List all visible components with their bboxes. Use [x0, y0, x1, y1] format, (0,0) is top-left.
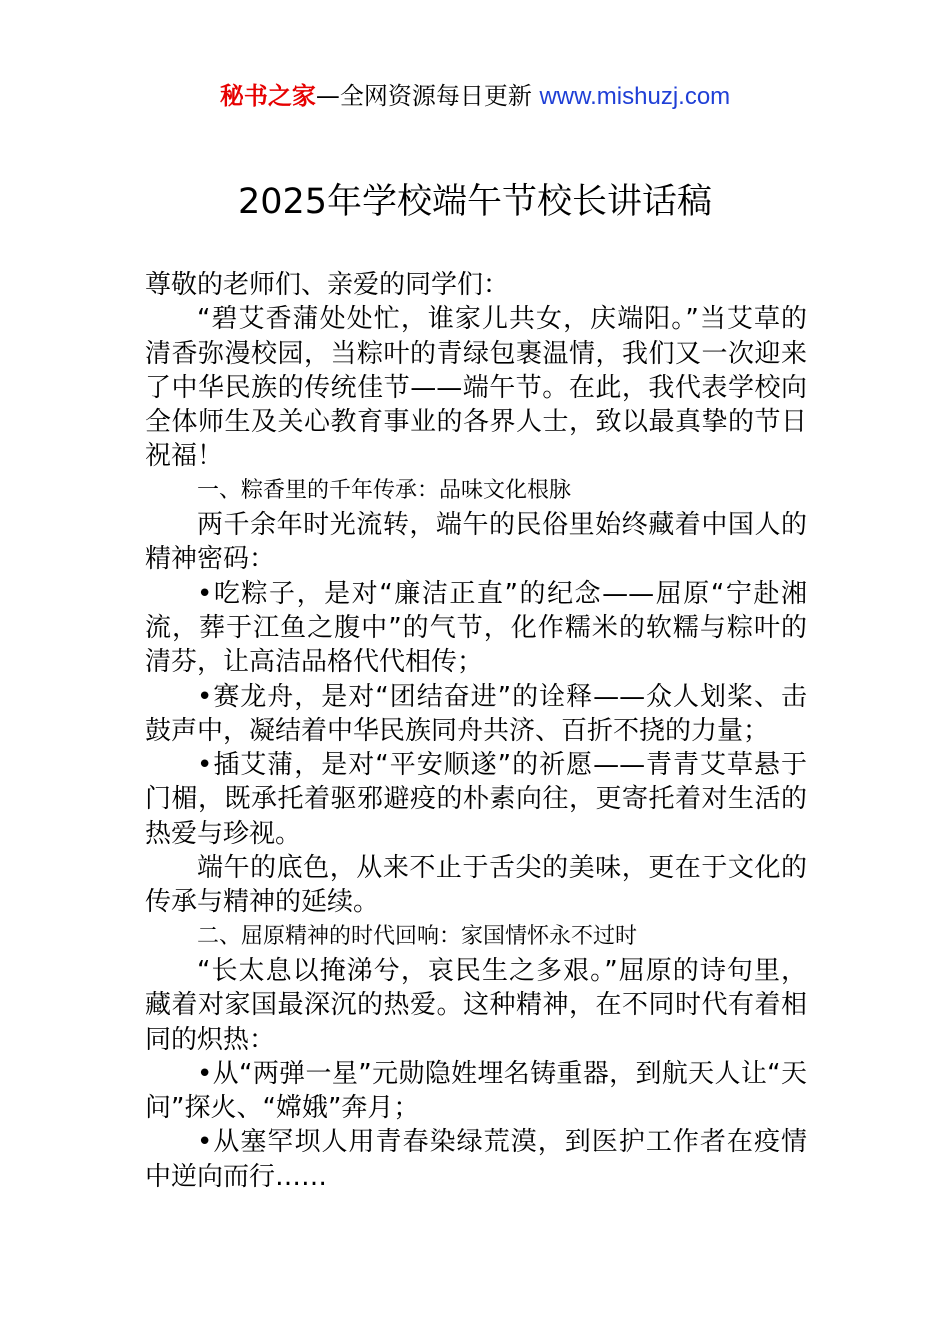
- section-heading-1: 一、粽香里的千年传承：品味文化根脉: [197, 477, 572, 503]
- bullet-item: •从“两弹一星”元勋隐姓埋名铸重器，到航天人让“天问”探火、“嫦娥”奔月；: [145, 1058, 807, 1124]
- bullet-item: •赛龙舟，是对“团结奋进”的诠释——众人划桨、击鼓声中，凝结着中华民族同舟共济、百折不挠的力量；: [145, 681, 807, 746]
- bullet-item: •插艾蒲，是对“平安顺遂”的祈愿——青青艾草悬于门楣，既承托着驱邪避疫的朴素向往，更寄托着对生活的热爱与珍视。: [145, 750, 807, 849]
- site-header: [0, 80, 950, 113]
- paragraph: “长太息以掩涕兮，哀民生之多艰。”屈原的诗句里，藏着对家国最深沉的热爱。这种精神，在不同时代有着相同的炽热：: [145, 955, 807, 1055]
- section-heading-2: 二、屈原精神的时代回响：家国情怀永不过时: [197, 923, 638, 949]
- document-body: [145, 268, 807, 1194]
- paragraph: 两千余年时光流转，端午的民俗里始终藏着中国人的精神密码：: [145, 510, 807, 575]
- header-tagline: —全网资源每日更新: [315, 82, 540, 110]
- brand-name: 秘书之家: [219, 82, 316, 110]
- bullet-item: •吃粽子，是对“廉洁正直”的纪念——屈原“宁赴湘流，葬于江鱼之腹中”的气节，化作糯米的软糯与粽叶的清芬，让高洁品格代代相传；: [145, 578, 807, 678]
- salutation: 尊敬的老师们、亲爱的同学们：: [145, 270, 510, 300]
- document-title: 2025年学校端午节校长讲话稿: [237, 182, 713, 222]
- paragraph-intro: “碧艾香蒲处处忙，谁家儿共女，庆端阳。”当艾草的清香弥漫校园，当粽叶的青绿包裹温情，我们又一次迎来了中华民族的传统佳节——端午节。在此，我代表学校向全体师生及关心教育事业的各界人士，致以最真挚的节日祝福！: [145, 304, 807, 472]
- bullet-item: •从塞罕坝人用青春染绿荒漠，到医护工作者在疫情中逆向而行……: [145, 1127, 807, 1192]
- site-url-link[interactable]: www.mishuzj.com: [539, 83, 731, 110]
- paragraph: 端午的底色，从来不止于舌尖的美味，更在于文化的传承与精神的延续。: [145, 853, 807, 918]
